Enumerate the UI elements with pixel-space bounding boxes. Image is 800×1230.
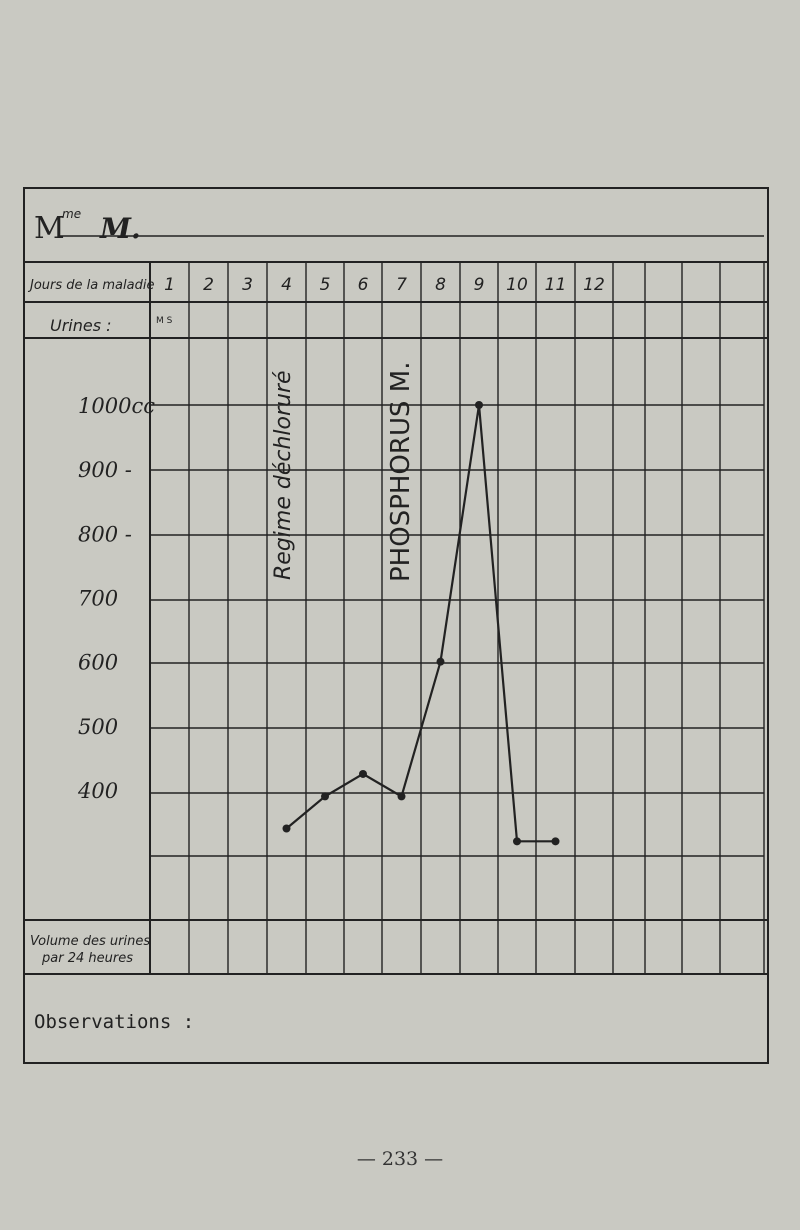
day-number: 1 bbox=[164, 275, 175, 295]
y-tick-label: 400 bbox=[78, 779, 119, 803]
annotation-regime: Regime déchloruré bbox=[271, 370, 296, 580]
y-tick-label: 500 bbox=[78, 714, 119, 739]
observations-label: Observations : bbox=[34, 1011, 195, 1033]
grid bbox=[150, 262, 764, 974]
day-number: 6 bbox=[357, 275, 369, 295]
day-number: 12 bbox=[583, 275, 605, 295]
data-point bbox=[321, 792, 329, 800]
day-numbers bbox=[164, 275, 605, 295]
patient-prefix-sup: me bbox=[62, 207, 82, 221]
day-number: 5 bbox=[319, 275, 331, 295]
days-label: Jours de la maladie bbox=[30, 278, 155, 293]
data-point bbox=[359, 770, 367, 778]
form-frame bbox=[24, 188, 768, 1063]
volume-label-line1: Volume des urines bbox=[30, 934, 151, 949]
patient-prefix: M bbox=[34, 211, 65, 246]
urines-label: Urines : bbox=[50, 316, 112, 335]
y-tick-label: 1000cc bbox=[78, 394, 155, 418]
data-point bbox=[437, 658, 445, 666]
y-tick-label: 600 bbox=[78, 650, 119, 675]
annotation-drug: PHOSPHORUS M. bbox=[386, 361, 416, 582]
data-point bbox=[552, 837, 560, 845]
y-axis-ticks bbox=[77, 394, 155, 803]
day-number: 2 bbox=[203, 275, 214, 295]
day-number: 7 bbox=[396, 275, 407, 295]
day-number: 10 bbox=[506, 275, 528, 295]
data-point bbox=[283, 825, 291, 833]
data-point bbox=[398, 792, 406, 800]
ms-label: M S bbox=[156, 316, 173, 326]
day-number: 4 bbox=[281, 275, 292, 295]
day-number: 8 bbox=[435, 275, 446, 295]
day-number: 11 bbox=[544, 275, 567, 295]
y-tick-label: 900 - bbox=[78, 458, 132, 483]
y-tick-label: 800 - bbox=[78, 522, 132, 547]
data-point bbox=[513, 837, 521, 845]
page-number: — 233 — bbox=[356, 1148, 444, 1170]
data-point bbox=[475, 401, 483, 409]
volume-label-line2: par 24 heures bbox=[42, 951, 133, 966]
day-number: 3 bbox=[242, 275, 253, 295]
y-tick-label: 700 bbox=[78, 586, 119, 611]
patient-name: M. bbox=[100, 212, 141, 245]
day-number: 9 bbox=[473, 275, 485, 295]
